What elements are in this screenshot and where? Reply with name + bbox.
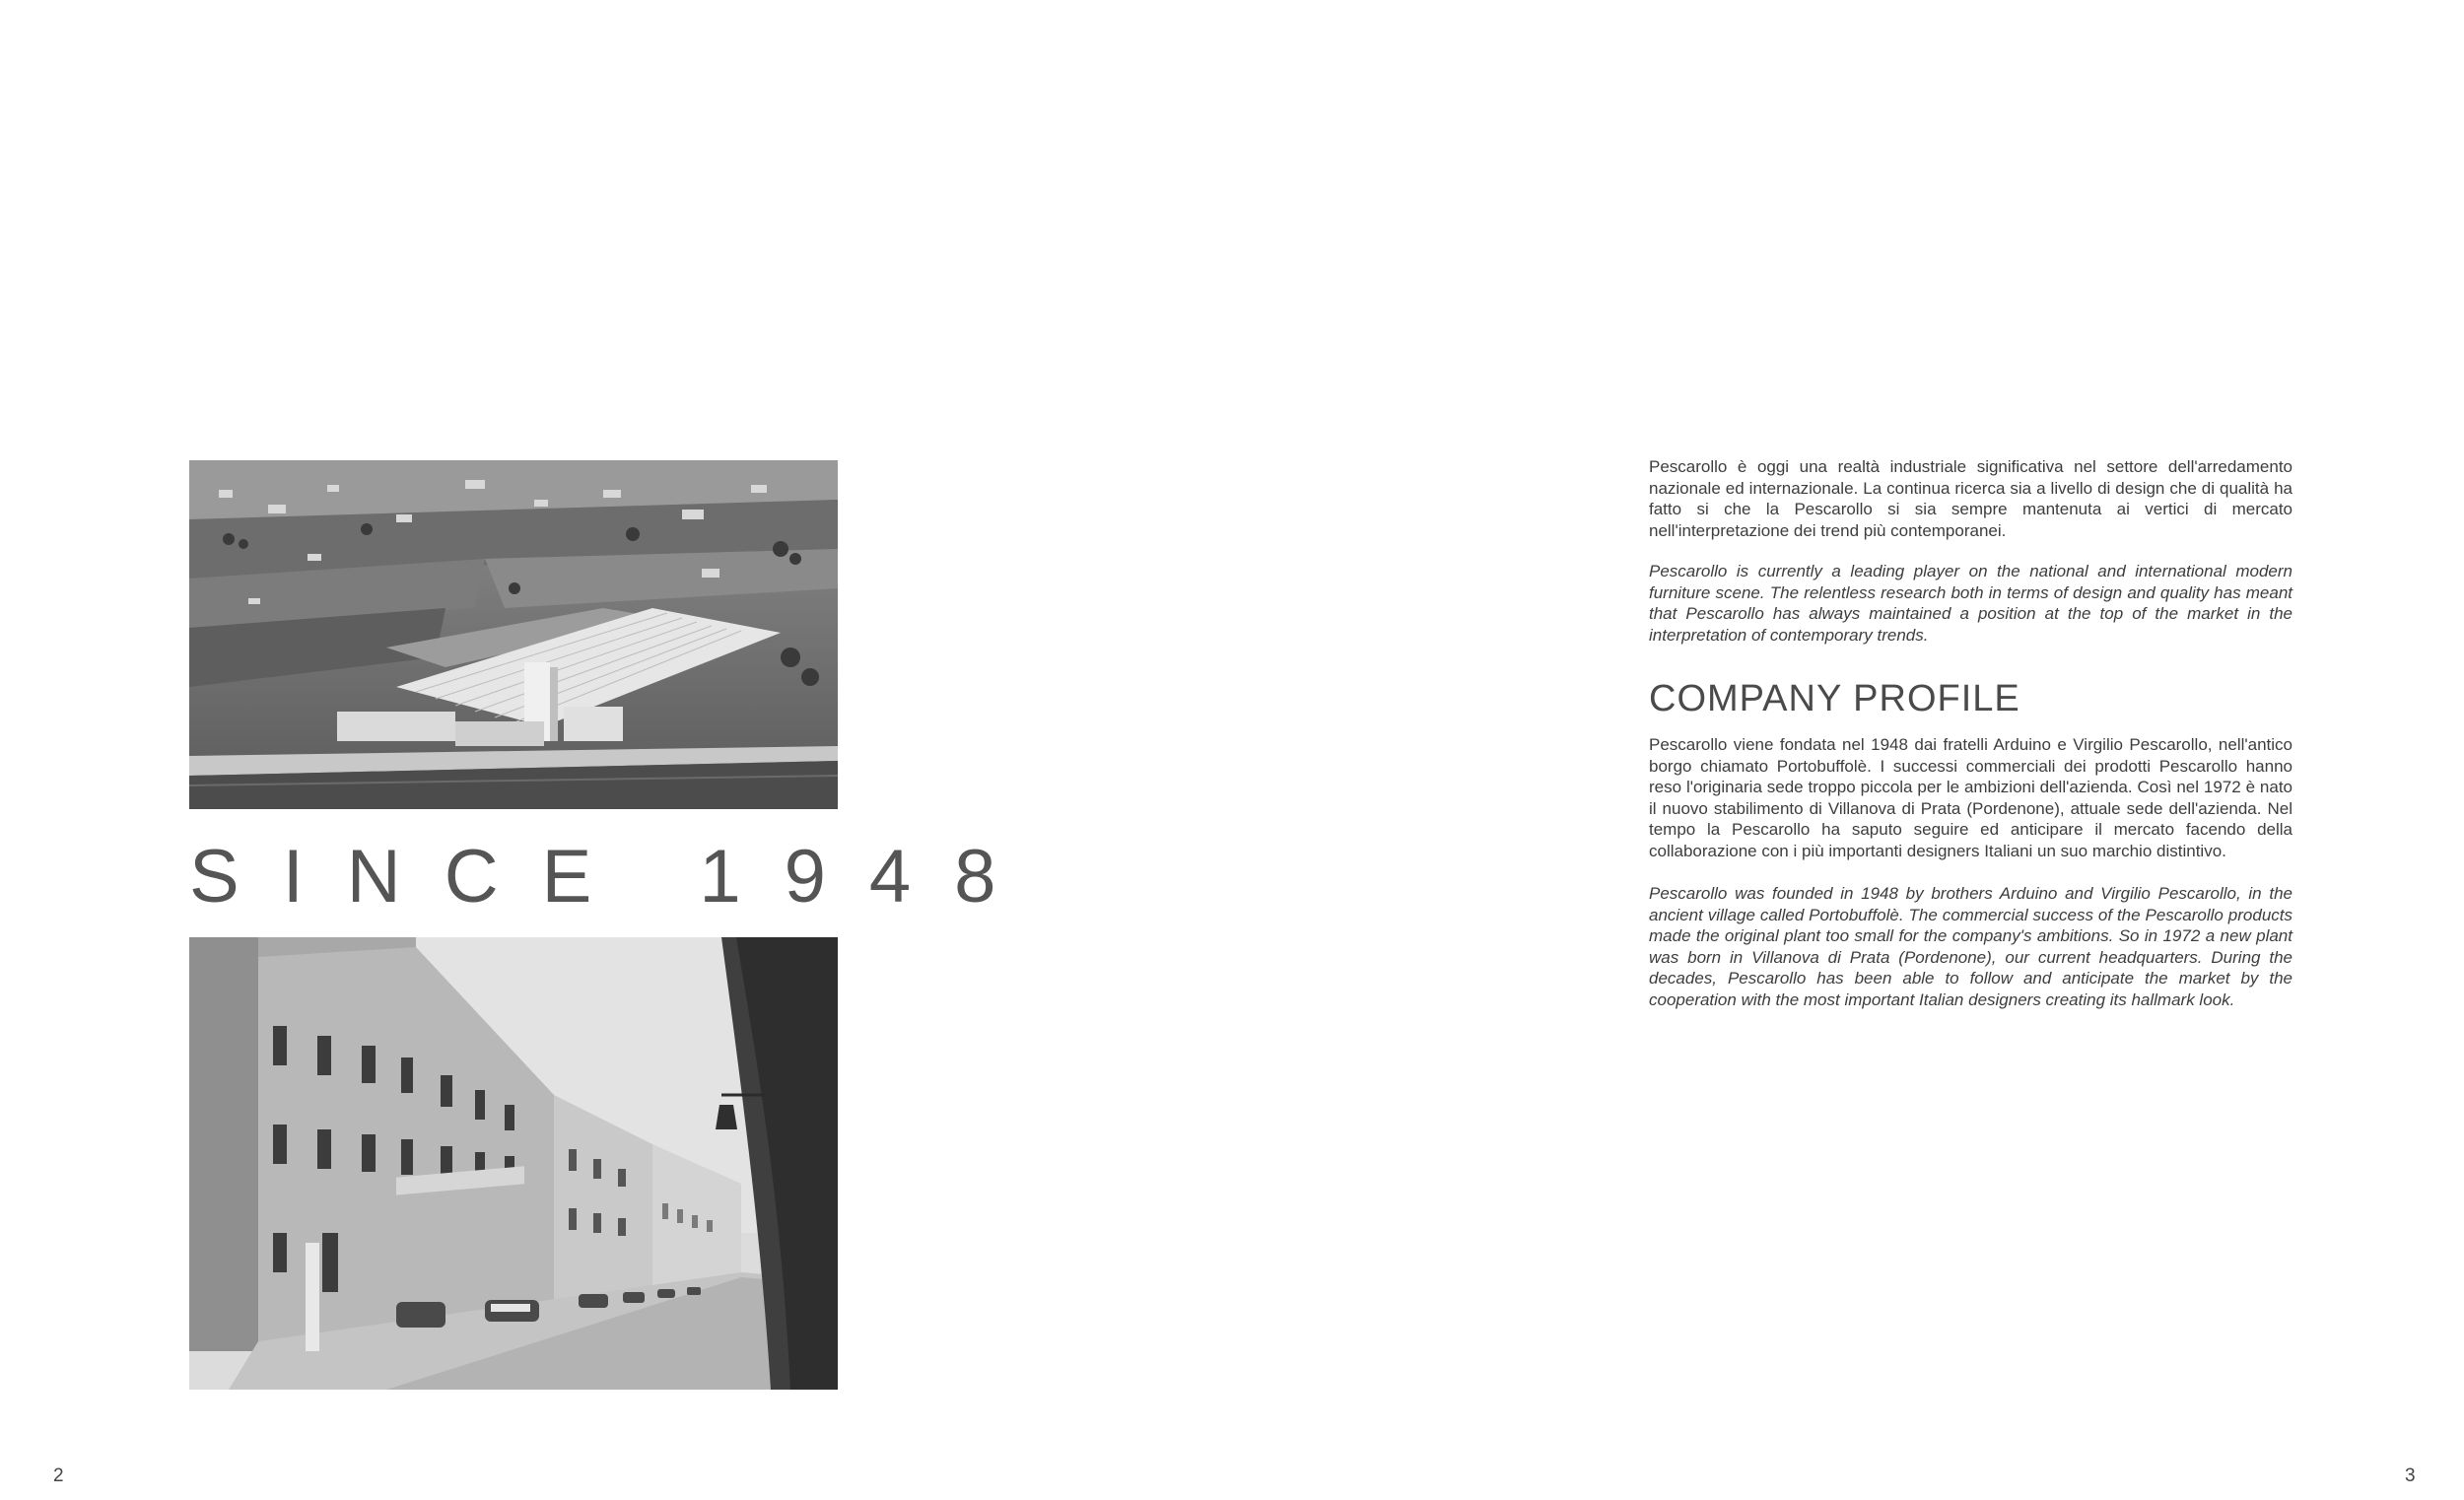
company-profile-text-block xyxy=(1649,734,2293,1010)
page-number-left: 2 xyxy=(53,1466,64,1486)
intro-paragraph-italian: Pescarollo è oggi una realtà industriale significativa nel settore dell'arredamento nazionale ed internazionale. La continua ricerca sia a livello di design che di qualità ha fatto si che la Pescarollo si sia sempre mantenuta ai vertici di mercato nell'interpretazione dei trend più contemporanei. xyxy=(1649,457,2293,540)
company-profile-heading: COMPANY PROFILE xyxy=(1649,678,2020,719)
street-building-illustration xyxy=(189,937,838,1390)
intro-text-block xyxy=(1649,456,2293,646)
aerial-factory-illustration xyxy=(189,460,838,809)
profile-paragraph-english: Pescarollo was founded in 1948 by brothers Arduino and Virgilio Pescarollo, in the ancient village called Portobuffolè. The commercial success of the Pescarollo products made the original plant too small for the company's ambitions. So in 1972 a new plant was born in Villanova di Prata (Pordenone), our current headquarters. During the decades, Pescarollo has been able to follow and anticipate the market by the cooperation with the most important Italian designers creating its hallmark look. xyxy=(1649,884,2293,1009)
profile-paragraph-italian: Pescarollo viene fondata nel 1948 dai fratelli Arduino e Virgilio Pescarollo, nell'antico borgo chiamato Portobuffolè. I successi commerciali dei prodotti Pescarollo hanno reso l'originaria sede troppo piccola per le ambizioni dell'azienda. Così nel 1972 è nato il nuovo stabilimento di Villanova di Prata (Pordenone), attuale sede dell'azienda. Nel tempo la Pescarollo ha saputo seguire ed anticipare il mercato facendo della collaborazione con i più importanti designers Italiani un suo marchio distintivo. xyxy=(1649,735,2293,860)
intro-paragraph-english: Pescarollo is currently a leading player on the national and international modern furniture scene. The relentless research both in terms of design and quality has meant that Pescarollo has always maintained a position at the top of the market in the interpretation of contemporary trends. xyxy=(1649,562,2293,645)
street-building-photo xyxy=(189,937,838,1390)
page-number-right: 3 xyxy=(2405,1466,2416,1486)
aerial-factory-photo xyxy=(189,460,838,809)
since-1948-heading: SINCE 1948 xyxy=(189,835,1040,919)
